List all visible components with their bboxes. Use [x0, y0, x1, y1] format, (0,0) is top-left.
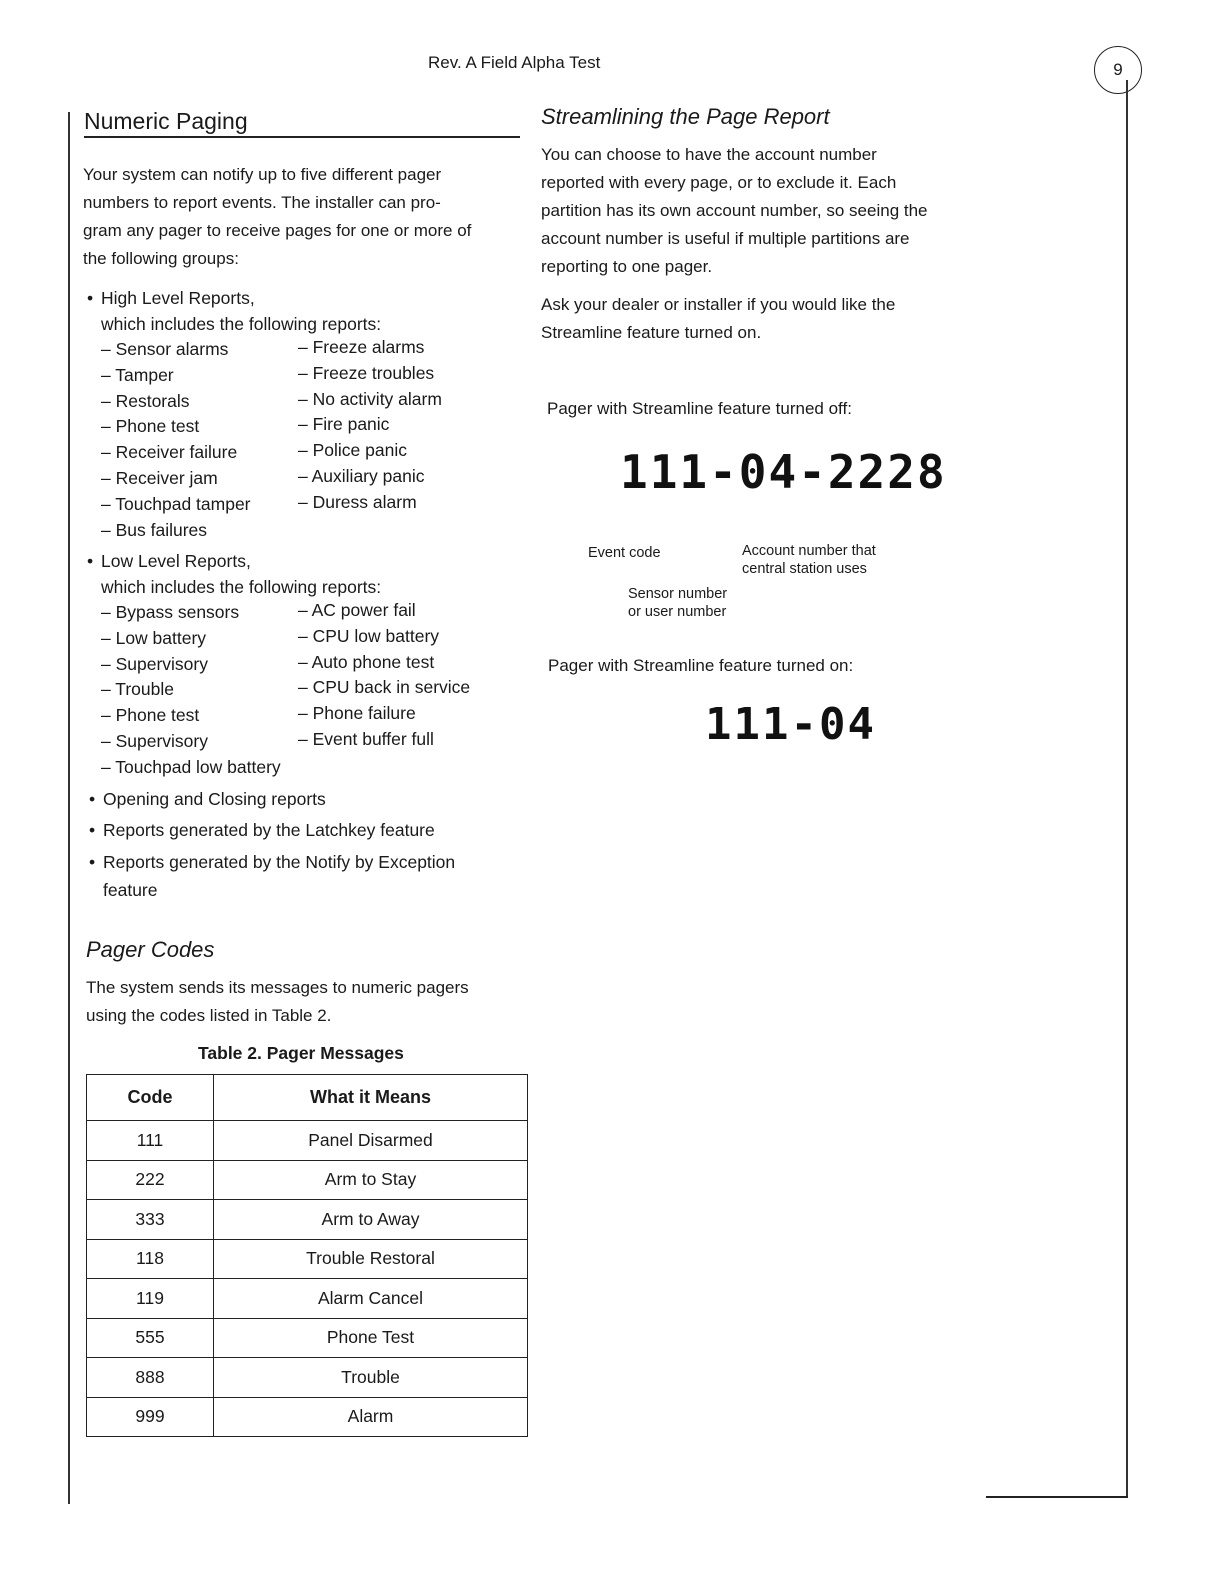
intro-paragraph — [83, 161, 471, 273]
list-item: – Phone failure — [298, 703, 416, 724]
table-caption: Table 2. Pager Messages — [198, 1043, 404, 1063]
list-item: – CPU back in service — [298, 677, 471, 698]
bullet-text: Reports generated by the Notify by Exception — [103, 852, 456, 872]
low-level-list-col2 — [298, 598, 470, 753]
table-row — [87, 1279, 528, 1319]
code-cell: 999 — [87, 1397, 214, 1437]
section-title-pager-codes: Pager Codes — [86, 937, 215, 962]
bullet-notify-exception — [89, 848, 456, 904]
code-cell: 118 — [87, 1239, 214, 1279]
table-row — [87, 1358, 528, 1398]
table-row — [87, 1318, 528, 1358]
list-item: – Police panic — [298, 440, 407, 461]
page-number: 9 — [1094, 46, 1142, 94]
code-cell: 888 — [87, 1358, 214, 1398]
list-item: – Auto phone test — [298, 651, 435, 672]
meaning-cell: Alarm Cancel — [214, 1279, 528, 1319]
section-title-numeric-paging: Numeric Paging — [84, 108, 248, 134]
bullet-low-level — [87, 548, 382, 600]
table-row — [87, 1239, 528, 1279]
para-line: partition has its own account number, so seeing the — [541, 201, 928, 220]
bullet-subtitle: which includes the following reports: — [101, 577, 382, 597]
list-item: – Event buffer full — [298, 728, 434, 749]
para-line: reported with every page, or to exclude it. Each — [541, 173, 897, 192]
bullet-dot: • — [89, 820, 96, 840]
bullet-high-level — [87, 285, 382, 337]
section-title-underline — [84, 136, 520, 138]
left-margin-rule — [68, 112, 70, 1504]
list-item: – Receiver jam — [101, 467, 218, 488]
code-cell: 111 — [87, 1121, 214, 1161]
list-item: – Supervisory — [101, 653, 208, 674]
meaning-cell: Trouble Restoral — [214, 1239, 528, 1279]
streamline-off-label: Pager with Streamline feature turned off: — [547, 399, 852, 418]
list-item: – Supervisory — [101, 730, 208, 751]
meaning-cell: Phone Test — [214, 1318, 528, 1358]
code-cell: 222 — [87, 1160, 214, 1200]
high-level-list-col1 — [101, 337, 251, 543]
list-item: – Phone test — [101, 705, 200, 726]
list-item: – Freeze troubles — [298, 362, 435, 383]
bullet-dot: • — [89, 789, 96, 809]
meaning-cell: Alarm — [214, 1397, 528, 1437]
list-item: – Low battery — [101, 627, 207, 648]
para-line: reporting to one pager. — [541, 257, 713, 276]
meaning-cell: Panel Disarmed — [214, 1121, 528, 1161]
header-title: Rev. A Field Alpha Test — [428, 53, 601, 72]
list-item: – AC power fail — [298, 600, 416, 620]
table-row — [87, 1397, 528, 1437]
list-item: – Restorals — [101, 390, 190, 411]
para-line: Ask your dealer or installer if you would like the — [541, 295, 896, 314]
bullet-title: Low Level Reports, — [101, 551, 251, 571]
streamline-paragraph-1 — [541, 141, 928, 281]
low-level-list-col1 — [101, 600, 281, 781]
section-title-streamlining: Streamlining the Page Report — [541, 104, 830, 129]
bullet-text: Reports generated by the Latchkey feature — [103, 820, 435, 840]
list-item: – Auxiliary panic — [298, 465, 425, 486]
para-line: using the codes listed in Table 2. — [86, 1006, 332, 1025]
bullet-dot: • — [87, 551, 94, 571]
pager-display-off: 111-04-2228 — [620, 445, 947, 499]
intro-line: gram any pager to receive pages for one or more of — [83, 221, 472, 240]
bullet-dot: • — [89, 852, 96, 872]
bullet-latchkey — [89, 817, 435, 843]
label-line: Account number that — [742, 543, 876, 559]
list-item: – Bus failures — [101, 519, 208, 540]
list-item: – Bypass sensors — [101, 602, 240, 622]
right-margin-rule — [1126, 80, 1128, 1498]
column-header-code: Code — [87, 1075, 214, 1121]
intro-line: numbers to report events. The installer can pro- — [83, 193, 441, 212]
para-line: You can choose to have the account number — [541, 145, 877, 164]
intro-line: the following groups: — [83, 249, 239, 268]
bottom-right-rule — [986, 1496, 1128, 1498]
list-item: – Duress alarm — [298, 491, 417, 512]
bullet-text: Opening and Closing reports — [103, 789, 326, 809]
table-header-row — [87, 1075, 528, 1121]
label-account-number — [742, 542, 876, 578]
para-line: account number is useful if multiple partitions are — [541, 229, 910, 248]
label-event-code: Event code — [588, 545, 661, 561]
list-item: – Sensor alarms — [101, 339, 229, 359]
list-item: – Phone test — [101, 416, 200, 437]
label-sensor-number — [628, 585, 727, 621]
para-line: Streamline feature turned on. — [541, 323, 762, 342]
list-item: – CPU low battery — [298, 625, 440, 646]
list-item: – Trouble — [101, 679, 174, 700]
pager-codes-paragraph — [86, 974, 469, 1030]
intro-line: Your system can notify up to five different pager — [83, 165, 442, 184]
meaning-cell: Arm to Away — [214, 1200, 528, 1240]
meaning-cell: Arm to Stay — [214, 1160, 528, 1200]
list-item: – Freeze alarms — [298, 337, 425, 357]
pager-messages-table — [86, 1074, 528, 1437]
bullet-text: feature — [103, 880, 158, 900]
label-line: Sensor number — [628, 586, 728, 602]
list-item: – No activity alarm — [298, 388, 442, 409]
list-item: – Receiver failure — [101, 442, 238, 463]
code-cell: 119 — [87, 1279, 214, 1319]
label-line: or user number — [628, 604, 727, 620]
code-cell: 333 — [87, 1200, 214, 1240]
bullet-opening-closing — [89, 786, 326, 812]
bullet-subtitle: which includes the following reports: — [101, 314, 382, 334]
pager-display-on: 111-04 — [705, 699, 876, 750]
high-level-list-col2 — [298, 335, 442, 516]
list-item: – Fire panic — [298, 414, 390, 435]
bullet-title: High Level Reports, — [101, 288, 255, 308]
para-line: The system sends its messages to numeric pagers — [86, 978, 469, 997]
table-row — [87, 1200, 528, 1240]
streamline-on-label: Pager with Streamline feature turned on: — [548, 656, 854, 675]
table-row — [87, 1160, 528, 1200]
code-cell: 555 — [87, 1318, 214, 1358]
table-row — [87, 1121, 528, 1161]
list-item: – Touchpad tamper — [101, 493, 251, 514]
list-item: – Touchpad low battery — [101, 756, 281, 777]
streamline-paragraph-2 — [541, 291, 895, 347]
label-line: central station uses — [742, 561, 867, 577]
column-header-meaning: What it Means — [214, 1075, 528, 1121]
bullet-dot: • — [87, 288, 94, 308]
list-item: – Tamper — [101, 364, 174, 385]
meaning-cell: Trouble — [214, 1358, 528, 1398]
